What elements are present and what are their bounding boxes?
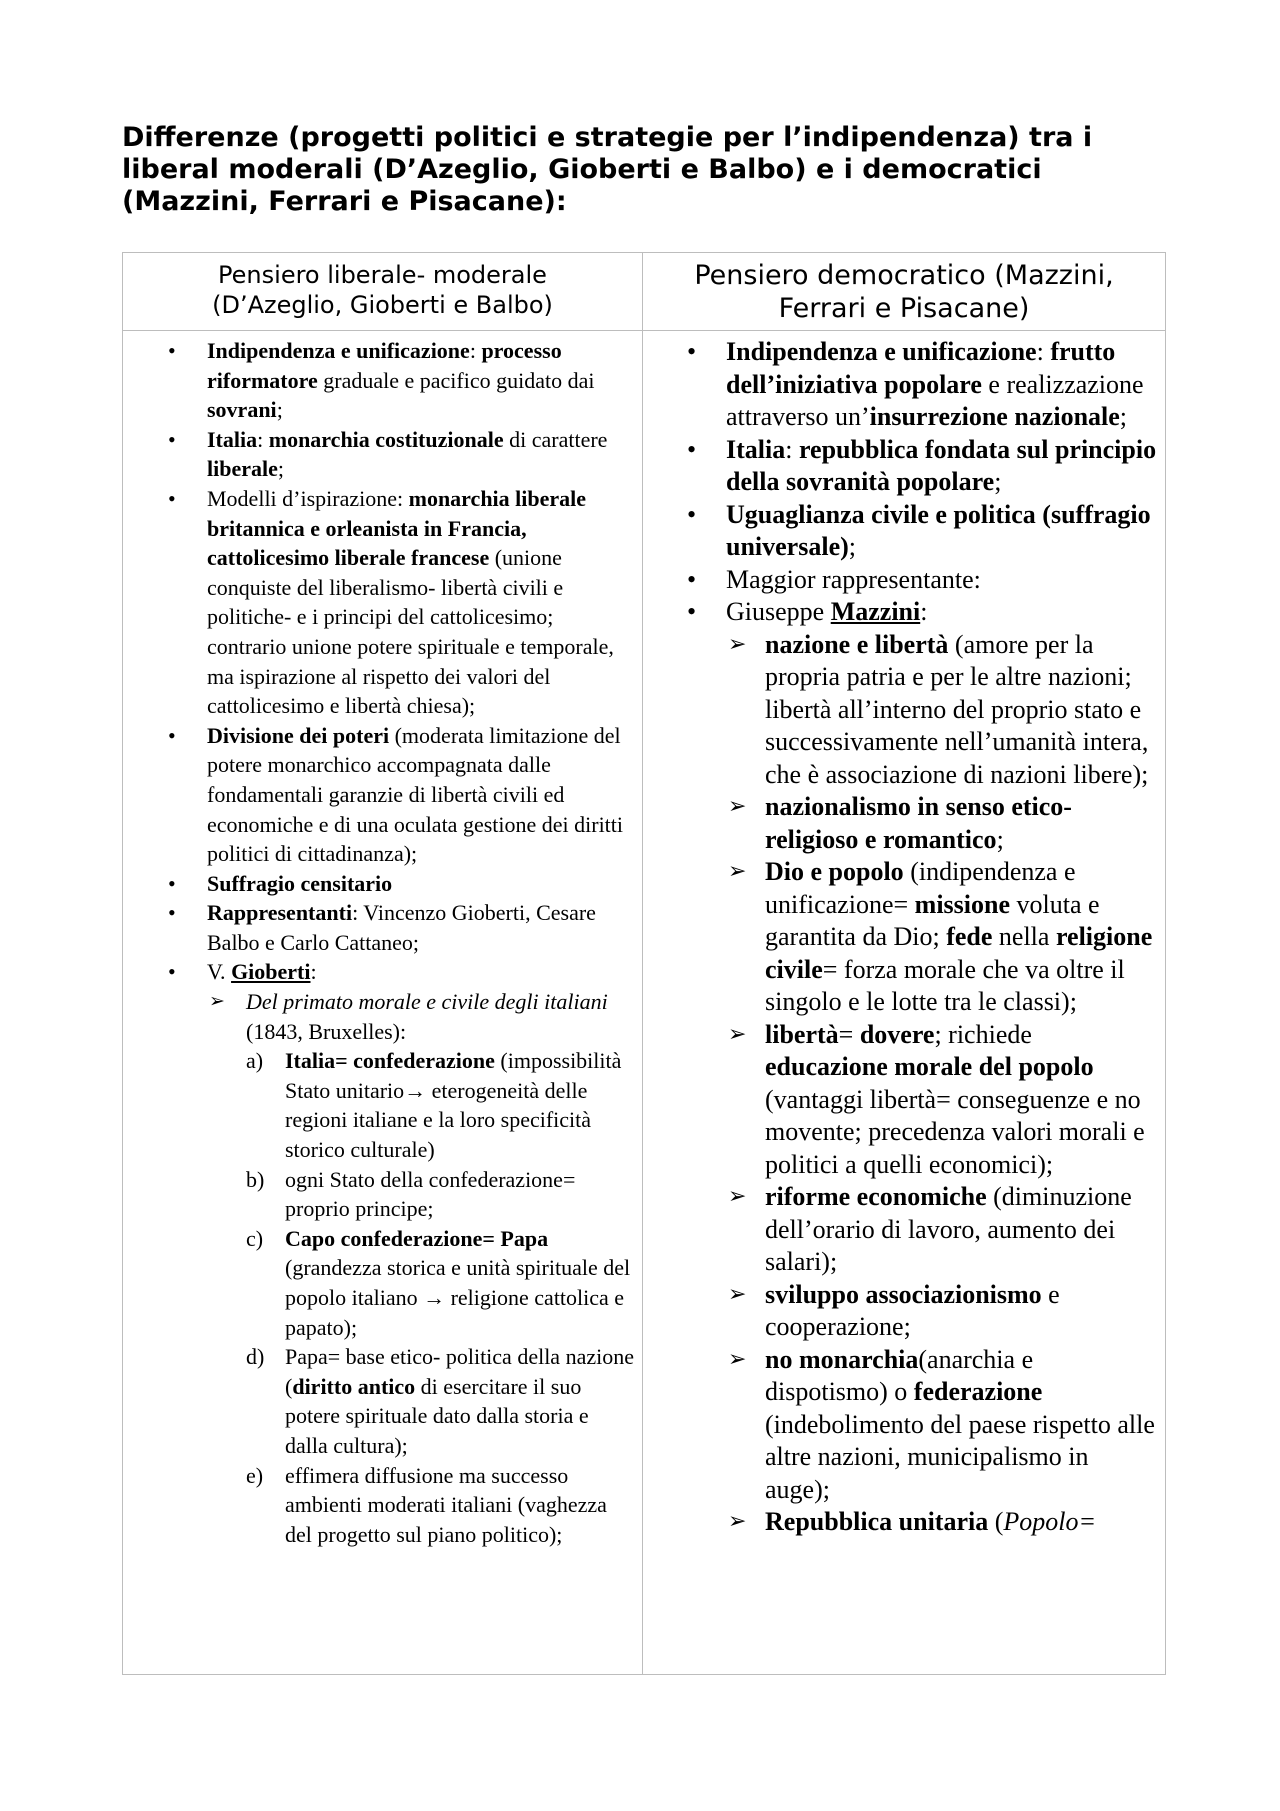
list-text-bold: Repubblica unitaria xyxy=(765,1507,989,1536)
list-text-bold: Dio e popolo xyxy=(765,857,904,886)
list-text: di esercitare il suo potere spirituale dato dalla storia e dalla cultura); xyxy=(285,1373,589,1458)
list-text: nella xyxy=(992,922,1056,951)
list-item xyxy=(726,1344,1159,1507)
bullet-icon: • xyxy=(687,597,697,626)
list-item xyxy=(643,434,1159,499)
list-text: : xyxy=(469,338,482,363)
list-text: ; richiede xyxy=(934,1019,1032,1049)
list-text: : xyxy=(257,426,269,452)
list-text: (amore per la propria patria e per le altre nazioni; libertà all’interno del proprio stato e successivamente nell’umanità intera, che è associazione di nazioni libere); xyxy=(765,629,1149,789)
arrow-bullet-icon: ➢ xyxy=(728,631,747,657)
list-item xyxy=(726,1181,1159,1279)
list-text-bold: federazione xyxy=(913,1377,1043,1406)
list-text: : xyxy=(785,434,799,464)
list-text: (vantaggi libertà= conseguenze e no movente; precedenza valori morali e politici a quelli economici); xyxy=(765,1084,1145,1179)
list-text: ogni Stato della confederazione= proprio principe; xyxy=(285,1166,576,1222)
list-item xyxy=(123,336,634,425)
list-item xyxy=(123,898,634,957)
list-text-bold: Divisione dei poteri xyxy=(207,722,390,748)
arrow-bullet-icon: ➢ xyxy=(728,1346,747,1372)
title-line-1: Differenze (progetti politici e strategie per l’indipendenza) tra i xyxy=(122,122,1093,153)
list-text-bold: dovere xyxy=(859,1019,935,1049)
list-text-bold: educazione morale del popolo xyxy=(765,1052,1094,1081)
list-text: effimera diffusione ma successo ambienti moderati italiani (vaghezza del progetto sul piano politico); xyxy=(285,1462,607,1547)
list-item xyxy=(643,499,1159,564)
header-left-line-2: (D’Azeglio, Gioberti e Balbo) xyxy=(212,291,553,319)
list-text-bold: diritto antico xyxy=(292,1373,416,1399)
header-democratic xyxy=(643,253,1166,331)
list-text-bold: Capo confederazione= Papa xyxy=(285,1225,549,1251)
list-text-bold: monarchia liberale britannica e orleanista in Francia, cattolicesimo liberale francese xyxy=(207,485,587,571)
list-item xyxy=(246,1224,634,1342)
list-text-bold: Suffragio censitario xyxy=(207,870,393,896)
list-text-bold: missione xyxy=(914,889,1010,919)
list-letter: e) xyxy=(246,1462,264,1488)
list-text: : Vincenzo Gioberti, Cesare Balbo e Carlo Cattaneo; xyxy=(207,900,596,955)
list-text: di carattere xyxy=(503,426,608,452)
list-text: : xyxy=(920,597,928,626)
arrow-bullet-icon: ➢ xyxy=(728,1281,747,1307)
list-text-bold: monarchia costituzionale xyxy=(268,426,504,452)
list-item xyxy=(123,957,634,1549)
list-item xyxy=(123,869,634,899)
bullet-icon: • xyxy=(687,499,697,529)
list-text: e cooperazione; xyxy=(765,1279,1060,1341)
table-header-row xyxy=(123,253,1166,331)
bullet-icon: • xyxy=(168,426,176,452)
list-text: (indebolimento del paese rispetto alle altre nazioni, municipalismo in auge); xyxy=(765,1409,1155,1504)
list-text-italic: Popolo= xyxy=(1003,1507,1097,1536)
bullet-icon: • xyxy=(168,485,176,511)
list-text: ( xyxy=(988,1507,1004,1536)
list-text: ; xyxy=(996,824,1004,854)
list-text: : xyxy=(1036,337,1051,366)
liberal-moderate-cell xyxy=(123,331,643,1675)
list-text-bold: fede xyxy=(946,922,993,951)
list-text-bold: nazione e libertà xyxy=(765,629,949,659)
header-liberal-moderate xyxy=(123,253,643,331)
list-item xyxy=(246,1342,634,1460)
list-item xyxy=(643,336,1159,434)
democratic-cell xyxy=(643,331,1166,1675)
liberal-bullet-list xyxy=(123,336,634,1549)
list-text: Maggior rappresentante: xyxy=(726,564,981,594)
header-right-line-1: Pensiero democratico (Mazzini, xyxy=(694,260,1114,291)
list-text: = xyxy=(838,1019,860,1049)
arrow-bullet-icon: ➢ xyxy=(728,1509,747,1534)
list-text: (diminuzione dell’orario di lavoro, aumento dei salari); xyxy=(765,1182,1132,1276)
list-item xyxy=(726,629,1159,792)
list-text: Giuseppe xyxy=(726,597,831,626)
list-item xyxy=(726,856,1159,1019)
list-text-bold: libertà xyxy=(765,1019,839,1049)
list-text: e realizzazione attraverso un’ xyxy=(726,369,1144,431)
header-right-line-2: Ferrari e Pisacane) xyxy=(778,293,1030,324)
list-item xyxy=(726,1279,1159,1344)
mazzini-sub-list xyxy=(726,629,1159,1539)
list-text: (unione conquiste del liberalismo- libertà civili e politiche- e i principi del cattolicesimo; contrario unione potere spirituale e temporale, ma ispirazione al rispetto dei valori del cattolicesimo e libertà chiesa); xyxy=(207,545,614,719)
list-item xyxy=(643,564,1159,597)
list-text: (anarchia e dispotismo) o xyxy=(765,1344,1034,1406)
list-item xyxy=(207,987,634,1549)
list-item xyxy=(246,1165,634,1224)
list-text: ; xyxy=(276,397,283,423)
list-item xyxy=(123,721,634,869)
list-item xyxy=(726,791,1159,856)
bullet-icon: • xyxy=(168,722,176,748)
list-item xyxy=(123,425,634,484)
list-text: : xyxy=(310,959,317,985)
document-title xyxy=(122,122,1162,218)
bullet-icon: • xyxy=(687,337,697,366)
list-letter: c) xyxy=(246,1225,264,1251)
list-text-bold: Italia= confederazione xyxy=(285,1048,495,1074)
list-letter: a) xyxy=(246,1048,264,1074)
list-item xyxy=(246,1461,634,1550)
lettered-list xyxy=(246,1046,634,1549)
list-text: (indipendenza e unificazione= xyxy=(765,857,1076,919)
list-letter: b) xyxy=(246,1166,265,1192)
title-line-3: (Mazzini, Ferrari e Pisacane): xyxy=(122,186,567,217)
list-text: (impossibilità Stato unitario→ eterogeneità delle regioni italiane e la loro specificità storico culturale) xyxy=(285,1048,622,1163)
list-item xyxy=(246,1046,634,1164)
list-text: (1843, Bruxelles): xyxy=(246,1018,407,1044)
list-text: (grandezza storica e unità spirituale del popolo italiano → religione cattolica e papato); xyxy=(285,1255,631,1340)
bullet-icon: • xyxy=(168,870,176,896)
list-text: = forza morale che va oltre il singolo e le lotte tra le classi); xyxy=(765,954,1125,1016)
book-title-italic: Del primato morale e civile degli italiani xyxy=(246,989,608,1015)
arrow-bullet-icon: ➢ xyxy=(728,794,747,819)
list-letter: d) xyxy=(246,1344,265,1370)
comparison-table xyxy=(122,252,1166,1675)
list-text-bold: Indipendenza e unificazione xyxy=(207,338,470,363)
bullet-icon: • xyxy=(168,959,176,985)
list-text-bold: Indipendenza e unificazione xyxy=(726,337,1037,366)
list-text-bold: Italia xyxy=(726,434,786,464)
list-text-bold: sviluppo associazionismo xyxy=(765,1279,1042,1309)
arrow-bullet-icon: ➢ xyxy=(728,859,747,884)
list-text-bold: riforme economiche xyxy=(765,1182,987,1211)
list-text: (moderata limitazione del potere monarchico accompagnata dalle fondamentali garanzie di libertà civili ed economiche e di una oculata gestione dei diritti politici di cittadinanza); xyxy=(207,722,624,867)
list-item xyxy=(726,1506,1159,1539)
list-text: ; xyxy=(277,456,284,482)
list-text-bold: frutto dell’iniziativa popolare xyxy=(726,337,1116,399)
list-text-bold-underlined: Gioberti xyxy=(231,959,311,985)
table-body-row xyxy=(123,331,1166,1675)
list-text: voluta e garantita da Dio; xyxy=(765,889,1100,951)
list-text-bold: sovrani xyxy=(207,397,277,423)
bullet-icon: • xyxy=(687,564,697,594)
bullet-icon: • xyxy=(168,338,176,363)
list-text-bold: insurrezione nazionale xyxy=(869,402,1120,431)
list-text-bold: religione civile xyxy=(765,922,1153,984)
header-left-line-1: Pensiero liberale- moderale xyxy=(218,261,547,289)
list-text: ; xyxy=(994,467,1002,496)
list-text-bold: Uguaglianza civile e politica (suffragio universale) xyxy=(726,499,1151,561)
list-text-bold: repubblica fondata sul principio della sovranità popolare xyxy=(726,434,1157,496)
list-text: ; xyxy=(848,532,856,561)
list-text-bold: Rappresentanti xyxy=(207,900,353,926)
list-text-bold: Italia xyxy=(207,426,258,452)
list-text: Modelli d’ispirazione: xyxy=(207,485,409,511)
list-text: V. xyxy=(207,959,232,985)
list-text-bold: liberale xyxy=(207,456,278,482)
list-text-bold: processo riformatore xyxy=(207,338,562,393)
list-text-bold: no monarchia xyxy=(765,1344,919,1374)
list-item xyxy=(643,596,1159,1539)
arrow-bullet-icon: ➢ xyxy=(209,990,225,1013)
arrow-bullet-icon: ➢ xyxy=(728,1184,747,1209)
gioberti-sub-list xyxy=(207,987,634,1549)
bullet-icon: • xyxy=(168,900,176,926)
list-text: ; xyxy=(1119,402,1128,431)
list-text: graduale e pacifico guidato dai xyxy=(317,367,595,393)
arrow-bullet-icon: ➢ xyxy=(728,1021,747,1047)
list-item xyxy=(123,484,634,721)
list-text-bold: nazionalismo in senso etico- religioso e romantico xyxy=(765,792,1072,854)
bullet-icon: • xyxy=(687,434,697,464)
democratic-bullet-list xyxy=(643,336,1159,1539)
list-text-bold-underlined: Mazzini xyxy=(830,597,921,626)
list-item xyxy=(726,1019,1159,1182)
title-line-2: liberal moderali (D’Azeglio, Gioberti e Balbo) e i democratici xyxy=(122,154,1042,185)
list-text: Papa= base etico- politica della nazione ( xyxy=(285,1344,634,1399)
